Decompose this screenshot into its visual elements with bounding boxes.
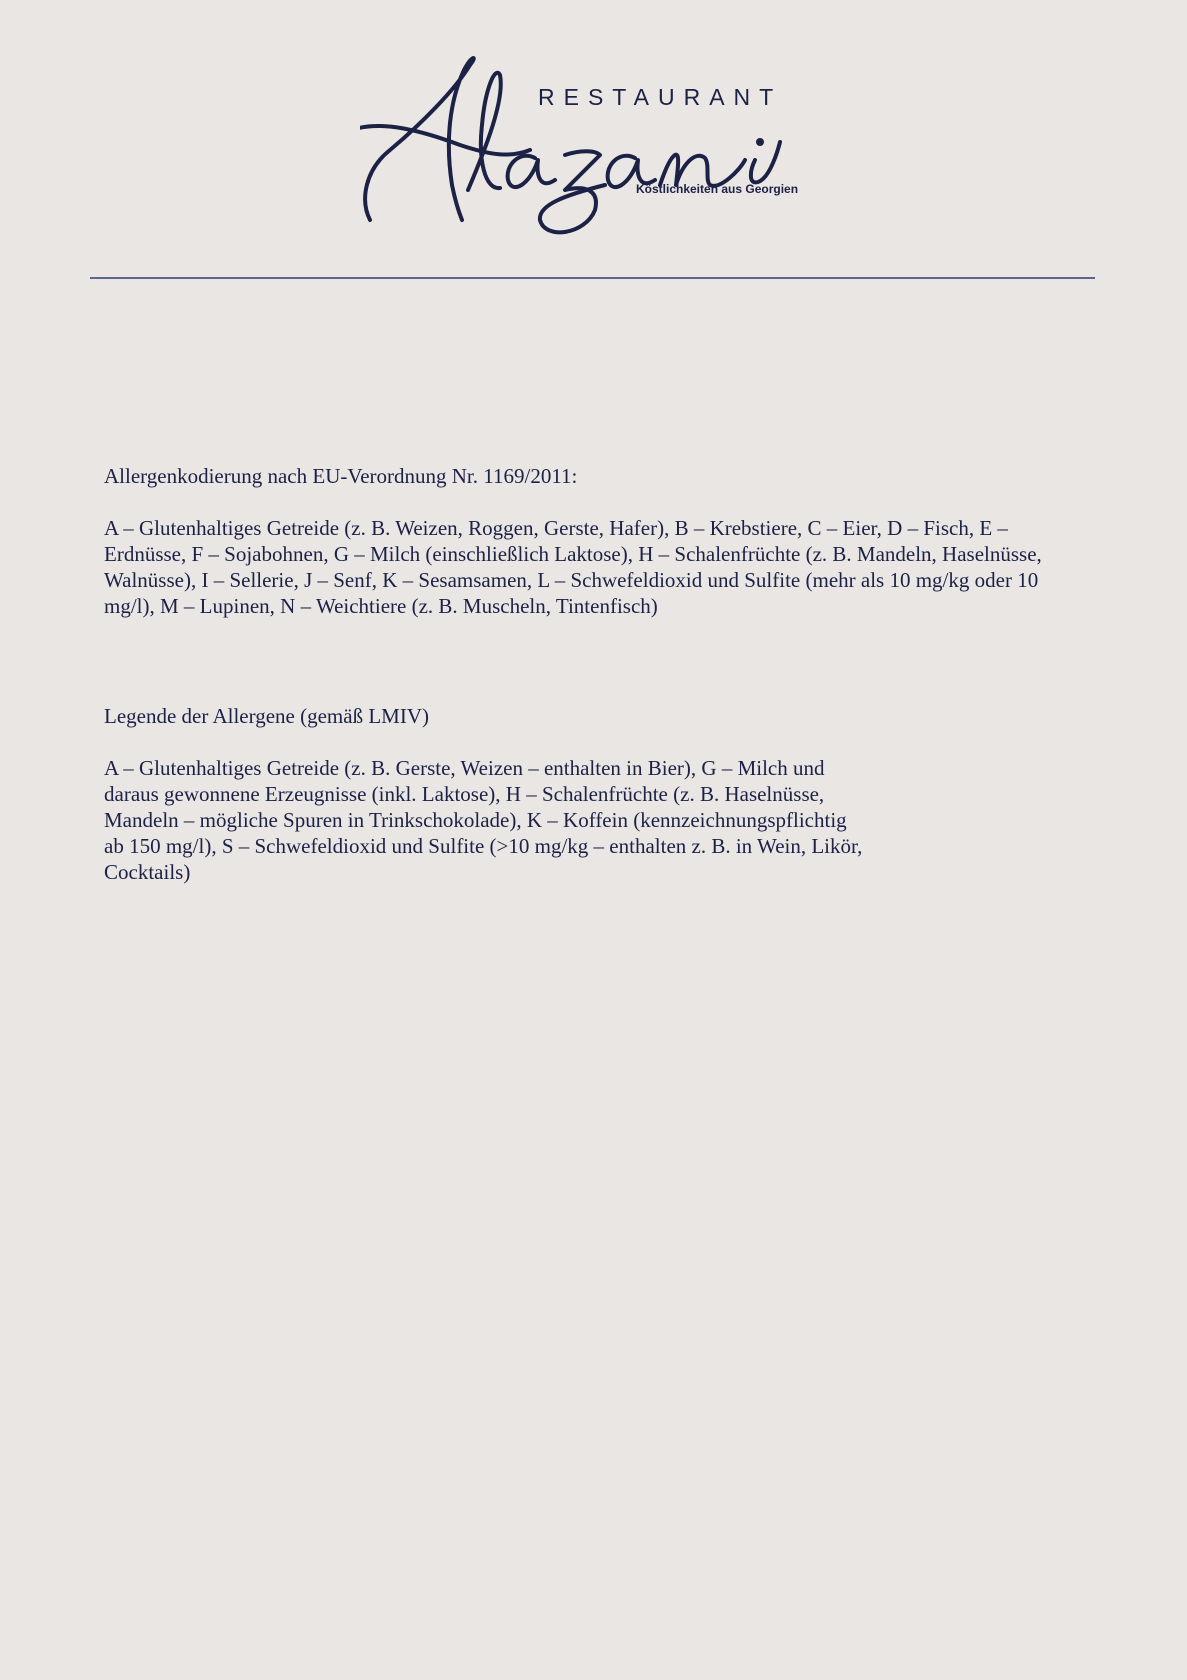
logo-tagline: Köstlichkeiten aus Georgien (636, 182, 799, 196)
allergen-legend-section (104, 703, 864, 885)
section-heading: Legende der Allergene (gemäß LMIV) (104, 704, 429, 728)
logo-restaurant-label: RESTAURANT (538, 84, 783, 110)
section-body: A – Glutenhaltiges Getreide (z. B. Gerste, Weizen – enthalten in Bier), G – Milch und daraus gewonnene Erzeugnisse (inkl. Laktose), H – Schalenfrüchte (z. B. Haselnüsse, Mandeln – mögliche Spuren in Trinkschokolade), K – Koffein (kennzeichnungspflichtig ab 150 mg/l), S – Schwefeldioxid und Sulfite (>10 mg/kg – enthalten z. B. in Wein, Likör, Cocktails) (104, 756, 863, 884)
header-divider (90, 277, 1095, 279)
section-body: A – Glutenhaltiges Getreide (z. B. Weizen, Roggen, Gerste, Hafer), B – Krebstiere, C – Eier, D – Fisch, E – Erdnüsse, F – Sojabohnen, G – Milch (einschließlich Laktose), H – Schalenfrüchte (z. B. Mandeln, Haselnüsse, Walnüsse), I – Sellerie, J – Senf, K – Sesamsamen, L – Schwefeldioxid und Sulfite (mehr als 10 mg/kg oder 10 mg/l), M – Lupinen, N – Weichtiere (z. B. Muscheln, Tintenfisch) (104, 516, 1042, 618)
alazani-script-logo (360, 50, 830, 235)
restaurant-logo (360, 50, 830, 235)
section-heading: Allergenkodierung nach EU-Verordnung Nr. 1169/2011: (104, 464, 578, 488)
allergen-coding-section (104, 463, 1054, 619)
